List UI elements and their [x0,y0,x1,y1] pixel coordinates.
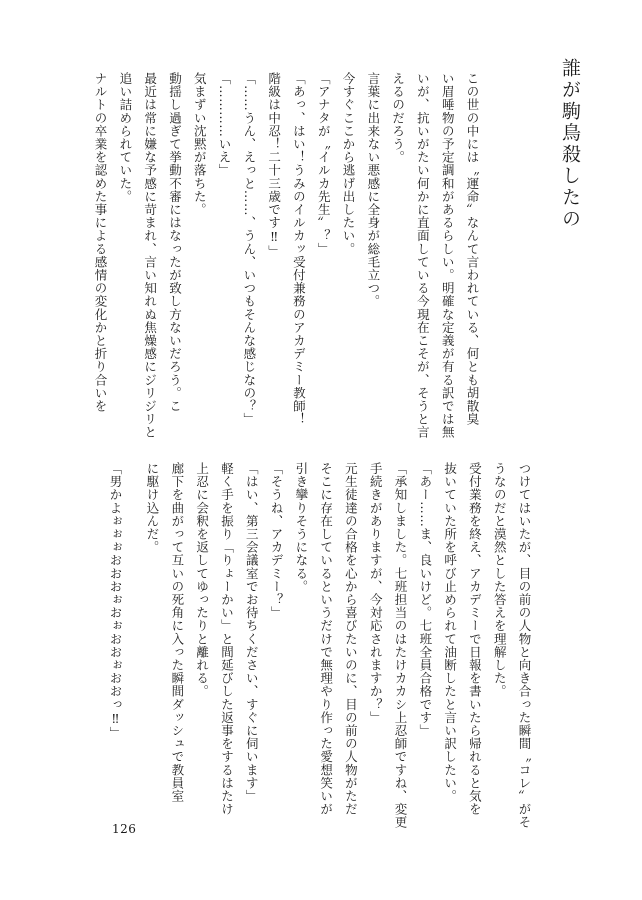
text-column: 「そうね、アカデミー？」 [269,462,285,620]
text-column: つけてはいたが、目の前の人物と向き合った瞬間〝コレ〟がそ [517,462,532,829]
text-column: 「…………いえ」 [217,72,233,177]
text-column: 気まずい沈黙が落ちた。 [192,72,208,217]
text-column: えるのだろう。 [390,72,406,164]
text-column: に駆け込んだ。 [145,462,161,554]
page-number: 126 [112,822,137,836]
text-column: 引き攣りそうになる。 [293,462,309,593]
text-column: この世の中には〝運命〟なんて言われている、何とも胡散臭 [465,72,480,426]
text-column: 受付業務を終え、アカデミーで日報を書いたら帰れると気を [467,462,483,816]
text-column: 動揺し過ぎて挙動不審にはなったが致し方ないだろう。こ [167,72,183,413]
text-column: 追い詰められていた。 [117,72,133,203]
text-column: 最近は常に嫌な予感に苛まれ、言い知れぬ焦燥感にジリジリと [142,72,158,439]
text-column: 言葉に出来ない悪感に全身が総毛立つ。 [365,72,381,308]
text-block-upper [93,72,480,439]
text-column: い眉唾物の予定調和があるらしい。明確な定義が有る訳では無 [440,72,456,439]
text-column: 「アナタが〝イルカ先生〟？」 [316,72,332,256]
text-column: 「……うん、えっと……、うん、いつもそんな感じなの？」 [241,72,257,426]
text-column: 軽く手を振り「りょーかい」と間延びした返事をするはたけ [219,462,235,816]
chapter-title: 誰が駒鳥殺したの [559,58,581,230]
text-column: 今すぐここから逃げ出したい。 [341,72,357,256]
text-column: 「承知しました。七班担当のはたけカカシ上忍師ですね、変更 [393,462,409,829]
text-column: 「あっ、はい！うみのイルカッ受付兼務のアカデミー教師！ [291,72,307,426]
text-column: 上忍に会釈を返してゆったりと離れる。 [194,462,210,698]
text-column: 「男かよぉぉぉおおおぉおぉおおぉおおっ‼」 [107,462,123,740]
text-column: 階級は中忍！二十三歳です‼」 [266,72,282,258]
text-column: 「あー……ま、良いけど。七班全員合格です」 [417,462,433,738]
text-column: うなのだと漠然とした答えを理解した。 [492,462,508,698]
text-column: いが、抗いがたい何かに直面している今現在こそが、そうと言 [415,72,431,439]
text-column: 元生徒達の合格を心から喜びたいのに、目の前の人物がただ [343,462,359,816]
text-column: そこに存在しているというだけで無理やり作った愛想笑いが [318,462,334,816]
text-column: 廊下を曲がって互いの死角に入った瞬間ダッシュで教員室 [169,462,185,803]
text-column: 「はい、第三会議室でお待ちください、すぐに伺います」 [244,462,260,803]
text-column: ナルトの卒業を認めた事による感情の変化かと折り合いを [93,72,109,413]
text-column: 抜いていた所を呼び止められて油断したと言い訳したい。 [442,462,458,803]
text-column: 手続きがありますが、今対応されますか？」 [368,462,384,724]
